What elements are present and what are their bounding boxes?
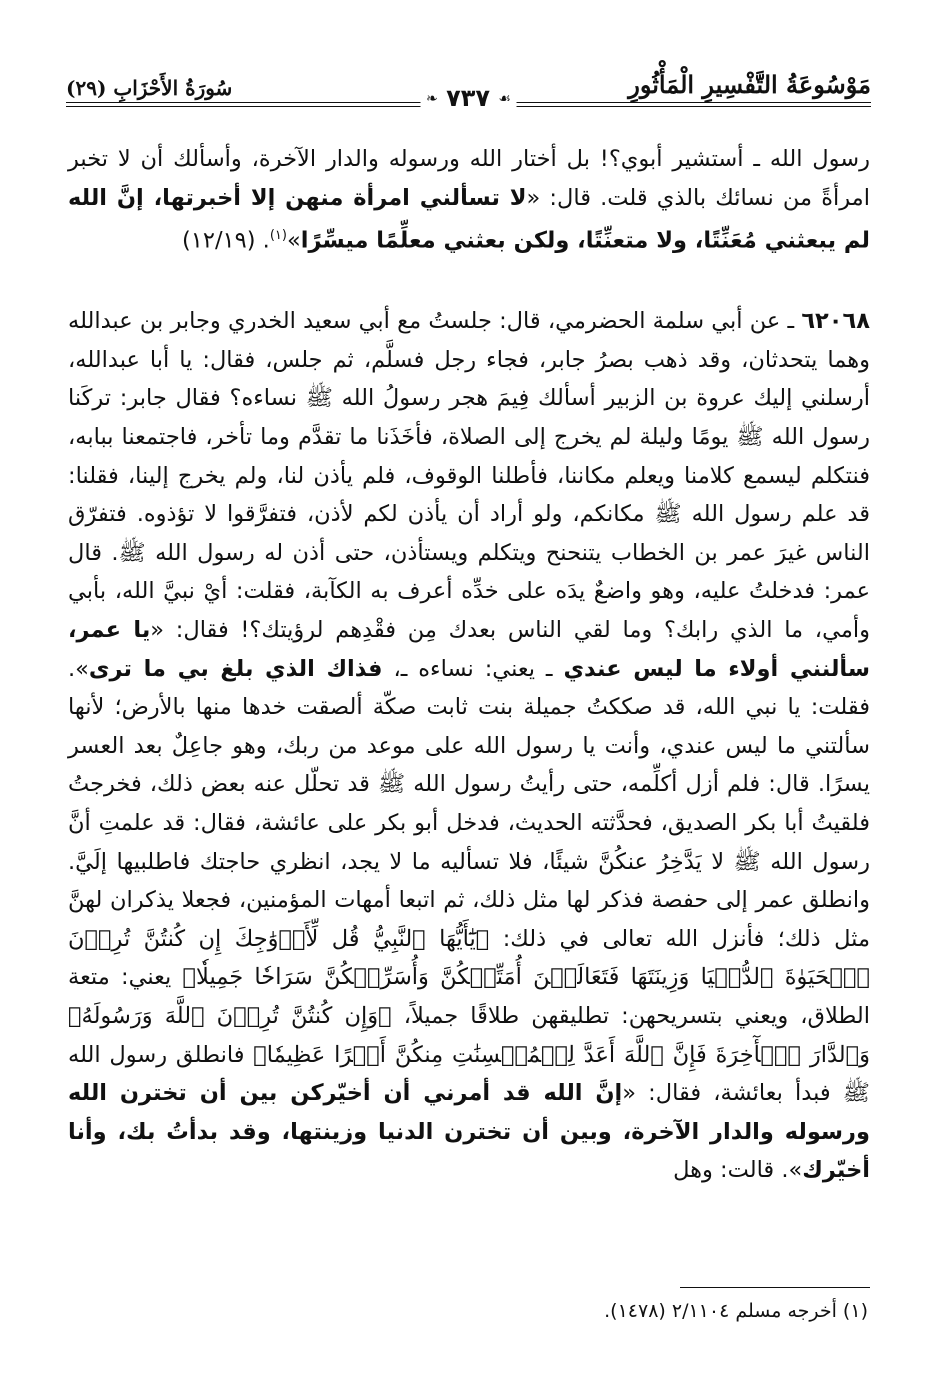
book-title: مَوْسُوعَةُ التَّفْسِيرِ الْمَأْثُورِ bbox=[628, 70, 871, 99]
page-number: ٧٣٧ bbox=[446, 84, 491, 112]
text-segment: فانطلق رسول الله ﷺ فبدأ بعائشة، فقال: « bbox=[68, 1041, 870, 1107]
text-segment: » bbox=[286, 227, 301, 254]
text-segment: رسول الله ـ أستشير أبوي؟! بل أختار الله ورسوله والدار الآخرة، وأسألك أن لا تخبر امرأةً من نسائك بالذي قلت. قال: « bbox=[68, 146, 870, 211]
text-segment: ـ عن أبي سلمة الحضرمي، قال: جلستُ مع أبي سعيد الخدري وجابر بن عبدالله وهما يتحدثان، وقد ذهب بصرُ جابر، فجاء رجل فسلَّم، ثم جلس، فقال: يا أبا عبدالله، أرسلني إليك عروة بن الزبير أسألك فِيمَ هجر رسولُ الله ﷺ نساءه؟ فقال جابر: تركَنا رسول الله ﷺ يومًا وليلة لم يخرج إلى الصلاة، فأخَذَنا ما تقدَّم وما تأخر، فاجتمعنا ببابه، فنتكلم ليسمع كلامنا ويعلم مكاننا، فأطلنا الوقوف، فلم يأذن لنا، ولم يخرج إلينا، فقلنا: قد علم رسول الله ﷺ مكانكم، ولو أراد أن يأذن لكم لأذن، فتفرَّقوا لا تؤذوه. فتفرّق الناس غيرَ عمر بن الخطاب يتنحنح ويتكلم ويستأذن، حتى أذن له رسول الله ﷺ. قال عمر: فدخلتُ عليه، وهو واضعٌ يدَه على خدِّه أعرف به الكآبة، فقلت: أيْ نبيَّ الله، بأبي وأمي، ما الذي رابك؟ وما لقي الناس بعدك مِن فقْدِهم لرؤيتك؟! فقال: « bbox=[68, 308, 870, 644]
hadith-quote: يا عمر، سألنني أولاء ما ليس عندي bbox=[68, 617, 871, 682]
hadith-quote: إنَّ الله قد أمرني أن أخيّركن بين أن تخترن الله ورسوله والدار الآخرة، وبين أن تخترن الدنيا وزينتها، وقد بدأتُ بك، وأنا أخيّرك bbox=[68, 1080, 870, 1184]
left-ornament-icon: ❧ bbox=[426, 91, 438, 107]
paragraph-gap bbox=[68, 260, 870, 302]
quran-verse: ﴿وَإِن كُنتُنَّ تُرِدۡنَ ٱللَّهَ وَرَسُولَهُۥ وَٱلدَّارَ ٱلۡأٓخِرَةَ فَإِنَّ ٱللَّهَ أَعَدَّ لِلۡمُحۡسِنَٰتِ مِنكُنَّ أَجۡرًا عَظِيمٗا﴾ bbox=[68, 1002, 870, 1068]
right-ornament-icon: ☙ bbox=[498, 91, 511, 107]
footnote-marker: (١) bbox=[269, 228, 287, 244]
surah-title: سُورَةُ الأَحْزَابِ (٢٩) bbox=[66, 76, 233, 100]
footnote-separator bbox=[680, 1287, 870, 1288]
page-number-block bbox=[420, 84, 517, 112]
text-segment: يعني: متعة الطلاق، ويعني بتسريحهن: تطليقهن طلاقًا جميلاً، bbox=[68, 964, 871, 1029]
paragraph-hadith bbox=[68, 302, 870, 1190]
hadith-number: ٦٢٠٦٨ bbox=[801, 308, 870, 335]
text-segment: ». فقلت: يا نبي الله، قد صككتُ جميلة بنت ثابت صكّة ألصقت خدها منها بالأرض؛ لأنها سألتني ما ليس عندي، وأنت يا رسول الله على موعد من ربك، وهو جاعِلٌ بعد العسر يسرًا. قال: فلم أزل أكلِّمه، حتى رأيتُ رسول الله ﷺ قد تحلّل عنه بعض ذلك، فخرجتُ فلقيتُ أبا بكر الصديق، فحدَّثته الحديث، فدخل أبو بكر على عائشة، فقال: قد علمتِ أنَّ رسول الله ﷺ لا يَدَّخِرُ عنكُنَّ شيئًا، فلا تسأليه ما لا يجد، انظري حاجتك فاطلبيها إلَيَّ. وانطلق عمر إلى حفصة فذكر لها مثل ذلك، ثم اتبعا أمهات المؤمنين، فجعلا يذكران لهنَّ مثل ذلك؛ فأنزل الله تعالى في ذلك: bbox=[68, 655, 871, 952]
hadith-quote: فذاك الذي بلغ بي ما ترى bbox=[88, 655, 383, 682]
hadith-quote: لا تسألني امرأة منهن إلا أخبرتها، إنَّ الله لم يبعثني مُعَنِّتًا، ولا متعنِّتًا، ولكن بعثني معلِّمًا ميسِّرًا bbox=[68, 184, 870, 254]
volume-reference: . (١٢/١٩) bbox=[182, 227, 270, 254]
paragraph-continuation bbox=[68, 140, 870, 260]
text-segment: ـ يعني: نساءه ـ، bbox=[382, 655, 564, 682]
text-segment: ». قالت: وهل bbox=[673, 1157, 803, 1184]
footnote: (١) أخرجه مسلم ٢/١١٠٤ (١٤٧٨). bbox=[604, 1300, 868, 1322]
quran-verse: ﴿يَٰٓأَيُّهَا ٱلنَّبِيُّ قُل لِّأَزۡوَٰجِكَ إِن كُنتُنَّ تُرِدۡنَ ٱلۡحَيَوٰةَ ٱلدُّنۡيَا وَزِينَتَهَا فَتَعَالَيۡنَ أُمَتِّعۡكُنَّ وَأُسَرِّحۡكُنَّ سَرَاحٗا جَمِيلٗا﴾ bbox=[68, 925, 870, 991]
page-header bbox=[66, 66, 871, 112]
main-text bbox=[68, 140, 870, 1190]
